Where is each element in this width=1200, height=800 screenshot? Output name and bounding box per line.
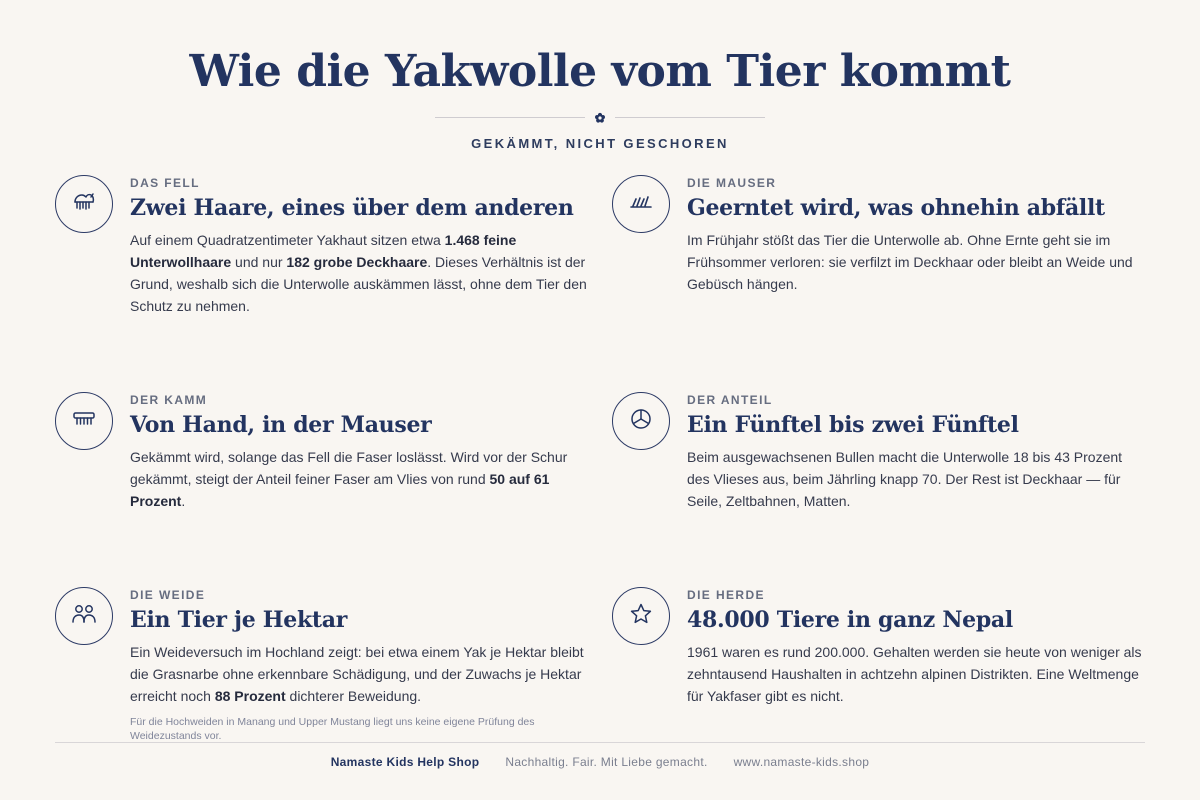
icon-circle: [55, 175, 113, 233]
feature-heading: Zwei Haare, eines über dem anderen: [130, 195, 574, 221]
grass-icon: [629, 194, 653, 215]
icon-circle: [55, 587, 113, 645]
feature-heading: Ein Tier je Hektar: [130, 607, 348, 633]
divider-line-right: [615, 117, 765, 118]
feature-kicker: DIE WEIDE: [130, 588, 206, 602]
feature-heading: Von Hand, in der Mauser: [130, 412, 432, 438]
page-title: Wie die Yakwolle vom Tier kommt: [189, 46, 1011, 97]
people-icon: [71, 603, 97, 630]
feature-body: 1961 waren es rund 200.000. Gehalten werden sie heute von weniger als zehntausend Haushalten in achtzehn alpinen Distrikten. Eine Weltmenge für Yakfaser gibt es nicht.: [687, 644, 1142, 704]
title-divider: [435, 108, 765, 128]
comb-icon: [72, 410, 96, 433]
icon-circle: [612, 392, 670, 450]
feature-heading: Geerntet wird, was ohnehin abfällt: [687, 195, 1105, 221]
page-subtitle: GEKÄMMT, NICHT GESCHOREN: [471, 136, 729, 151]
yak-icon: [72, 191, 96, 218]
icon-circle: [612, 587, 670, 645]
divider-line-left: [435, 117, 585, 118]
feature-kicker: DIE HERDE: [687, 588, 765, 602]
footer-brand: Namaste Kids Help Shop: [330, 755, 480, 769]
footer-divider: [55, 742, 1145, 743]
footer: [0, 754, 1200, 770]
feature-body: Beim ausgewachsenen Bullen macht die Unterwolle 18 bis 43 Prozent des Vlieses aus, beim Jährling knapp 70. Der Rest ist Deckhaar — für Seile, Zeltbahnen, Matten.: [687, 449, 1123, 509]
footer-url[interactable]: www.namaste-kids.shop: [733, 755, 870, 769]
feature-heading: Ein Fünftel bis zwei Fünftel: [687, 412, 1019, 438]
feature-heading: 48.000 Tiere in ganz Nepal: [687, 607, 1013, 633]
icon-circle: [55, 392, 113, 450]
feature-note: Für die Hochweiden in Manang und Upper Mustang liegt uns keine eigene Prüfung des Weidezustands vor.: [130, 716, 535, 742]
feature-kicker: DER KAMM: [130, 393, 208, 407]
star-icon: [629, 602, 653, 631]
flower-icon: [592, 108, 608, 128]
feature-kicker: DIE MAUSER: [687, 176, 777, 190]
feature-kicker: DAS FELL: [130, 176, 200, 190]
feature-body: Ein Weideversuch im Hochland zeigt: bei etwa einem Yak je Hektar bleibt die Grasnarbe ohne erkennbare Schädigung, und der Zuwachs je Hektar erreicht noch 88 Prozent dichterer Beweidung.: [130, 644, 584, 704]
feature-body: Gekämmt wird, solange das Fell die Faser loslässt. Wird vor der Schur gekämmt, steigt der Anteil feiner Faser am Vlies von rund 50 auf 61 Prozent.: [130, 449, 568, 509]
pie-icon: [629, 407, 653, 436]
footer-tagline: Nachhaltig. Fair. Mit Liebe gemacht.: [505, 755, 708, 769]
feature-body: Auf einem Quadratzentimeter Yakhaut sitzen etwa 1.468 feine Unterwollhaare und nur 182 grobe Deckhaare. Dieses Verhältnis ist der Grund, weshalb sich die Unterwolle auskämmen lässt, ohne dem Tier den Schutz zu nehmen.: [130, 232, 587, 314]
icon-circle: [612, 175, 670, 233]
feature-kicker: DER ANTEIL: [687, 393, 773, 407]
feature-body: Im Frühjahr stößt das Tier die Unterwolle ab. Ohne Ernte geht sie im Frühsommer verloren: sie verfilzt im Deckhaar oder bleibt an Weide und Gebüsch hängen.: [687, 232, 1133, 292]
